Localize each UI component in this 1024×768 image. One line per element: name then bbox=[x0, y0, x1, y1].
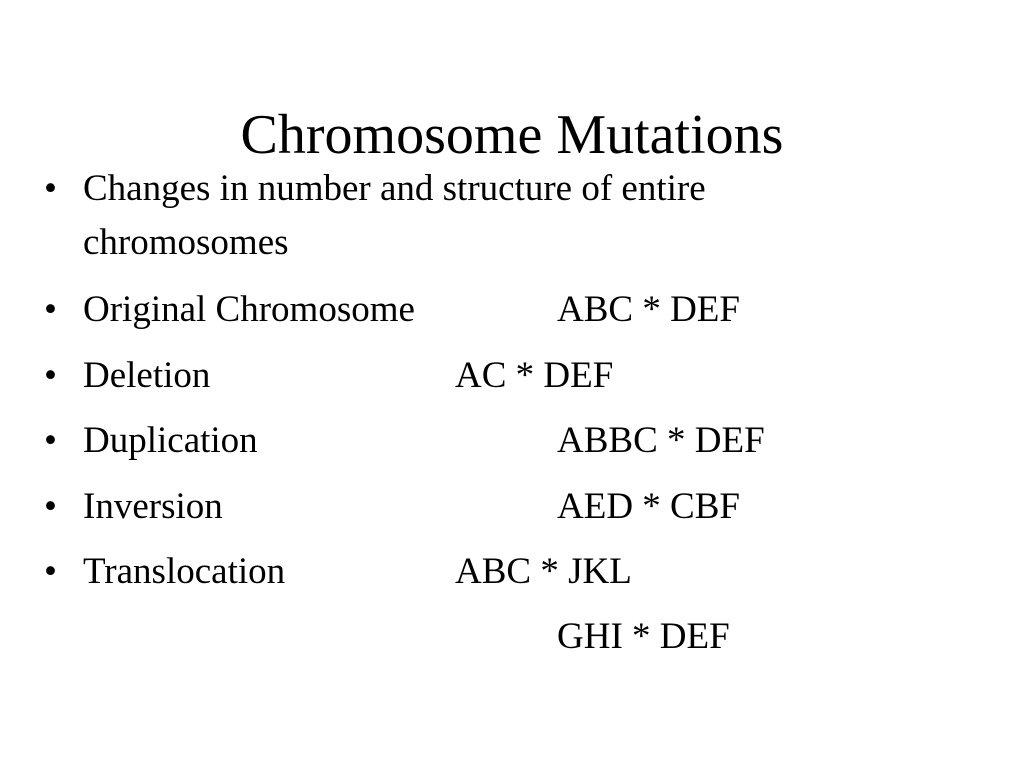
row-label-duplication: Duplication bbox=[83, 420, 258, 461]
bullet-marker: • bbox=[44, 289, 57, 330]
row-label-deletion: Deletion bbox=[83, 355, 211, 396]
row-value-deletion: AC * DEF bbox=[455, 355, 614, 396]
row-value-inversion: AED * CBF bbox=[557, 486, 740, 527]
row-value-translocation: ABC * JKL bbox=[455, 551, 632, 592]
bullet-marker: • bbox=[44, 551, 57, 592]
row-label-inversion: Inversion bbox=[83, 486, 223, 527]
row-value-translocation-second: GHI * DEF bbox=[557, 616, 730, 657]
intro-line-2: chromosomes bbox=[83, 222, 289, 263]
bullet-marker: • bbox=[44, 486, 57, 527]
bullet-marker: • bbox=[44, 168, 57, 209]
row-value-original: ABC * DEF bbox=[557, 289, 740, 330]
row-label-original: Original Chromosome bbox=[83, 289, 415, 330]
slide-title: Chromosome Mutations bbox=[240, 104, 784, 166]
row-label-translocation: Translocation bbox=[83, 551, 286, 592]
bullet-marker: • bbox=[44, 420, 57, 461]
intro-line-1: Changes in number and structure of entire bbox=[83, 168, 706, 209]
row-value-duplication: ABBC * DEF bbox=[557, 420, 765, 461]
bullet-marker: • bbox=[44, 355, 57, 396]
